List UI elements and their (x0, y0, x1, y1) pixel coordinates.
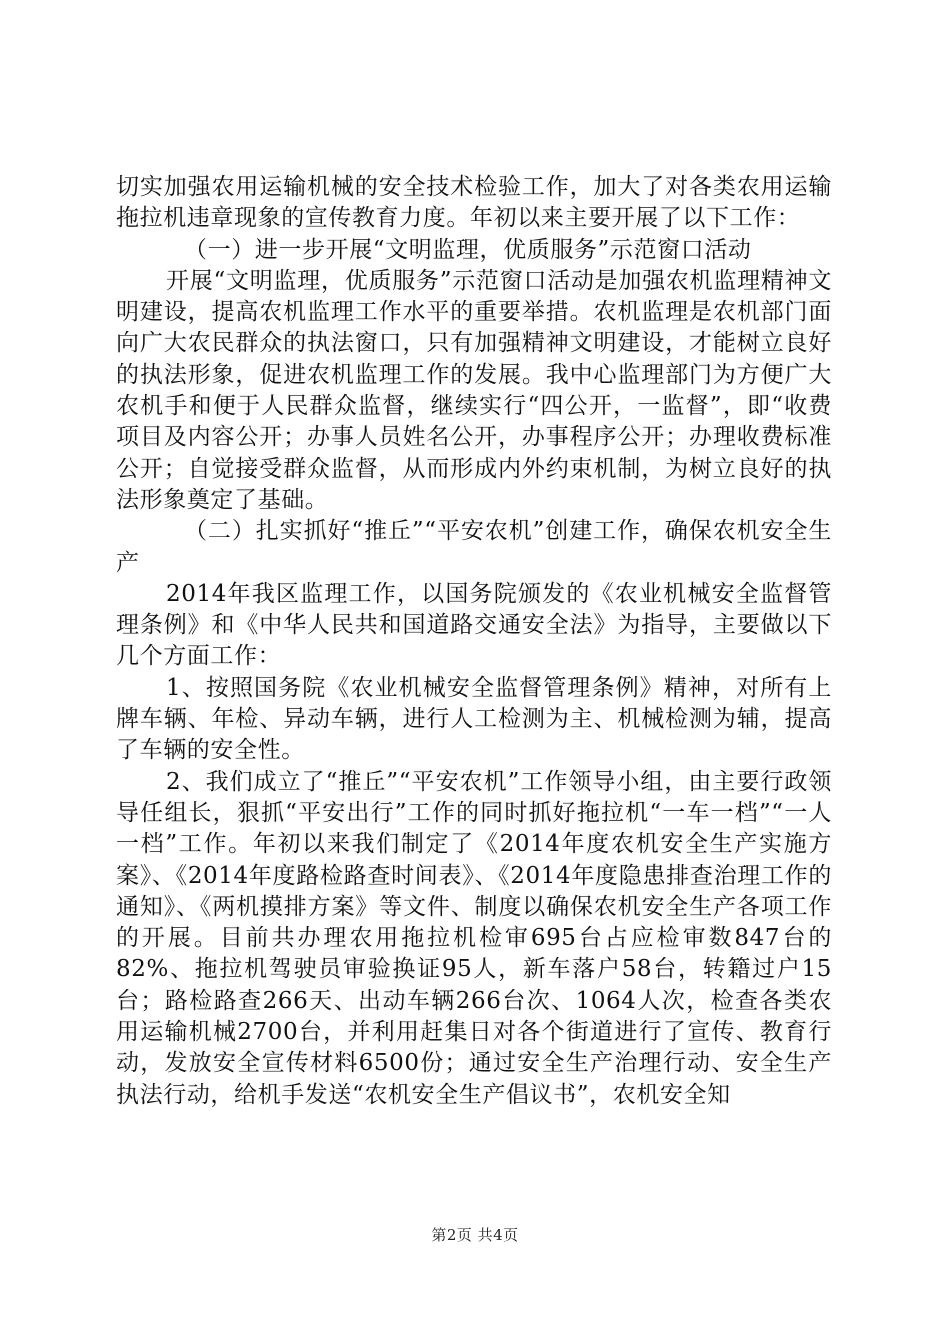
paragraph-section-2-intro: 2014年我区监理工作，以国务院颁发的《农业机械安全监督管理条例》和《中华人民共和国道路交通安全法》为指导，主要做以下几个方面工作： (116, 580, 832, 670)
paragraph-item-1: 1、按照国务院《农业机械安全监督管理条例》精神，对所有上牌车辆、年检、异动车辆，进行人工检测为主、机械检测为辅，提高了车辆的安全性。 (116, 674, 832, 764)
paragraph-intro: 切实加强农用运输机械的安全技术检验工作，加大了对各类农用运输拖拉机违章现象的宣传教育力度。年初以来主要开展了以下工作： (116, 174, 832, 232)
section-heading-1: （一）进一步开展“文明监理，优质服务”示范窗口活动 (184, 236, 752, 263)
document-body (116, 172, 832, 1111)
paragraph-section-1: 开展“文明监理，优质服务”示范窗口活动是加强农机监理精神文明建设，提高农机监理工作水平的重要举措。农机监理是农机部门面向广大农民群众的执法窗口，只有加强精神文明建设，才能树立良好的执法形象，促进农机监理工作的发展。我中心监理部门为方便广大农机手和便于人民群众监督，继续实行“四公开，一监督”，即“收费项目及内容公开；办事人员姓名公开，办事程序公开；办理收费标准公开；自觉接受群众监督，从而形成内外约束机制，为树立良好的执法形象奠定了基础。 (116, 267, 832, 513)
page-number-footer: 第2页 共4页 (431, 1226, 519, 1244)
paragraph-item-2: 2、我们成立了“推丘”“平安农机”工作领导小组，由主要行政领导任组长，狠抓“平安出行”工作的同时抓好拖拉机“一车一档”“一人一档”工作。年初以来我们制定了《2014年度农机安全生产实施方案》、《2014年度路检路查时间表》、《2014年度隐患排查治理工作的通知》、《两机摸排方案》等文件、制度以确保农机安全生产各项工作的开展。目前共办理农用拖拉机检审695台占应检审数847台的82%、拖拉机驾驶员审验换证95人，新车落户58台，转籍过户15台；路检路查266天、出动车辆266台次、1064人次，检查各类农用运输机械2700台，并利用赶集日对各个街道进行了宣传、教育行动，发放安全宣传材料6500份；通过安全生产治理行动、安全生产执法行动，给机手发送“农机安全生产倡议书”，农机安全知 (116, 768, 832, 1108)
section-heading-2: （二）扎实抓好“推丘”“平安农机”创建工作，确保农机安全生产 (116, 518, 832, 576)
